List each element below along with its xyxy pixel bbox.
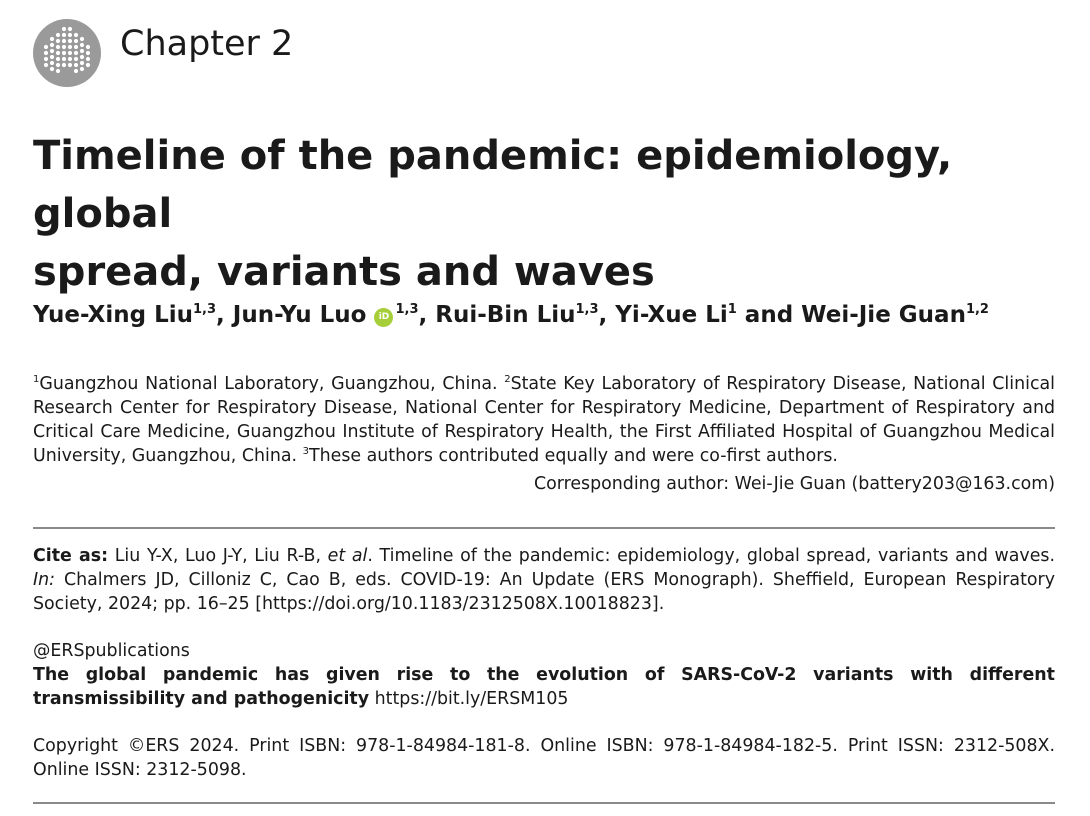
cite-label: Cite as: — [33, 546, 109, 566]
affiliations — [33, 372, 1055, 468]
author-separator: , — [216, 302, 233, 328]
cite-authors: Liu Y-X, Luo J-Y, Liu R-B, — [108, 546, 328, 566]
tweet-link[interactable]: https://bit.ly/ERSM105 — [369, 689, 569, 709]
tweet-bold: The global pandemic has given rise to the evolution of SARS-CoV-2 variants with different transmissibility and pathogenicity — [33, 665, 1055, 709]
affil-sup: 3 — [302, 446, 309, 457]
tweet-text — [33, 663, 1055, 711]
author-name: Yi-Xue Li — [615, 302, 728, 328]
page-title — [33, 127, 1063, 301]
author-affil-sup: 1,3 — [193, 302, 217, 317]
social-handle[interactable]: @ERSpublications — [33, 641, 190, 661]
author-name: Wei-Jie Guan — [801, 302, 966, 328]
corresponding-author: Corresponding author: Wei-Jie Guan (battery203@163.com) — [533, 474, 1055, 494]
author-affil-sup: 1,2 — [965, 302, 989, 317]
cite-body: . Timeline of the pandemic: epidemiology, global spread, variants and waves. — [367, 546, 1055, 566]
affil-text: State Key Laboratory of Respiratory Disease, National Clinical Research Center for Respiratory Disease, National Center for Respiratory Medicine, Department of Respiratory and Critical Care Medicine, Guangzhou Institute of Respiratory Health, the First Affiliated Hospital of Guangzhou Medical University, Guangzhou, China. — [33, 374, 1056, 466]
cite-in-label: In: — [33, 570, 56, 590]
author-affil-sup: 1 — [727, 302, 737, 317]
author-separator: and — [736, 302, 802, 328]
author-separator: , — [598, 302, 616, 328]
author-name: Rui-Bin Liu — [435, 302, 576, 328]
divider — [33, 802, 1055, 804]
author-name: Jun-Yu Luo — [232, 302, 367, 328]
author-affil-sup: 1,3 — [575, 302, 599, 317]
copyright: Copyright ©ERS 2024. Print ISBN: 978-1-84984-181-8. Online ISBN: 978-1-84984-182-5. Print ISSN: 2312-508X. Online ISSN: 2312-5098. — [33, 736, 1055, 780]
author-name: Yue-Xing Liu — [33, 302, 194, 328]
author-affil-sup: 1,3 — [395, 302, 419, 317]
lungs-dots-icon — [33, 19, 101, 87]
author-list — [33, 302, 1063, 328]
affil-text: These authors contributed equally and were co-first authors. — [308, 446, 838, 466]
cite-etal: et al — [327, 546, 368, 566]
chapter-label: Chapter 2 — [120, 24, 294, 64]
title-line-2: spread, variants and waves — [33, 249, 655, 295]
affil-sup: 1 — [33, 374, 40, 385]
affil-text: Guangzhou National Laboratory, Guangzhou, China. — [39, 374, 505, 394]
cite-book: Chalmers JD, Cilloniz C, Cao B, eds. COVID-19: An Update (ERS Monograph). Sheffield, European Respiratory Society, 2024; pp. 16–25 [https://doi.org/10.1183/2312508X.10018823]. — [33, 570, 1055, 614]
divider — [33, 527, 1055, 529]
affil-sup: 2 — [504, 374, 511, 385]
citation — [33, 544, 1055, 616]
orcid-icon[interactable]: iD — [374, 308, 393, 327]
title-line-1: Timeline of the pandemic: epidemiology, global — [33, 133, 953, 237]
author-separator: , — [418, 302, 436, 328]
